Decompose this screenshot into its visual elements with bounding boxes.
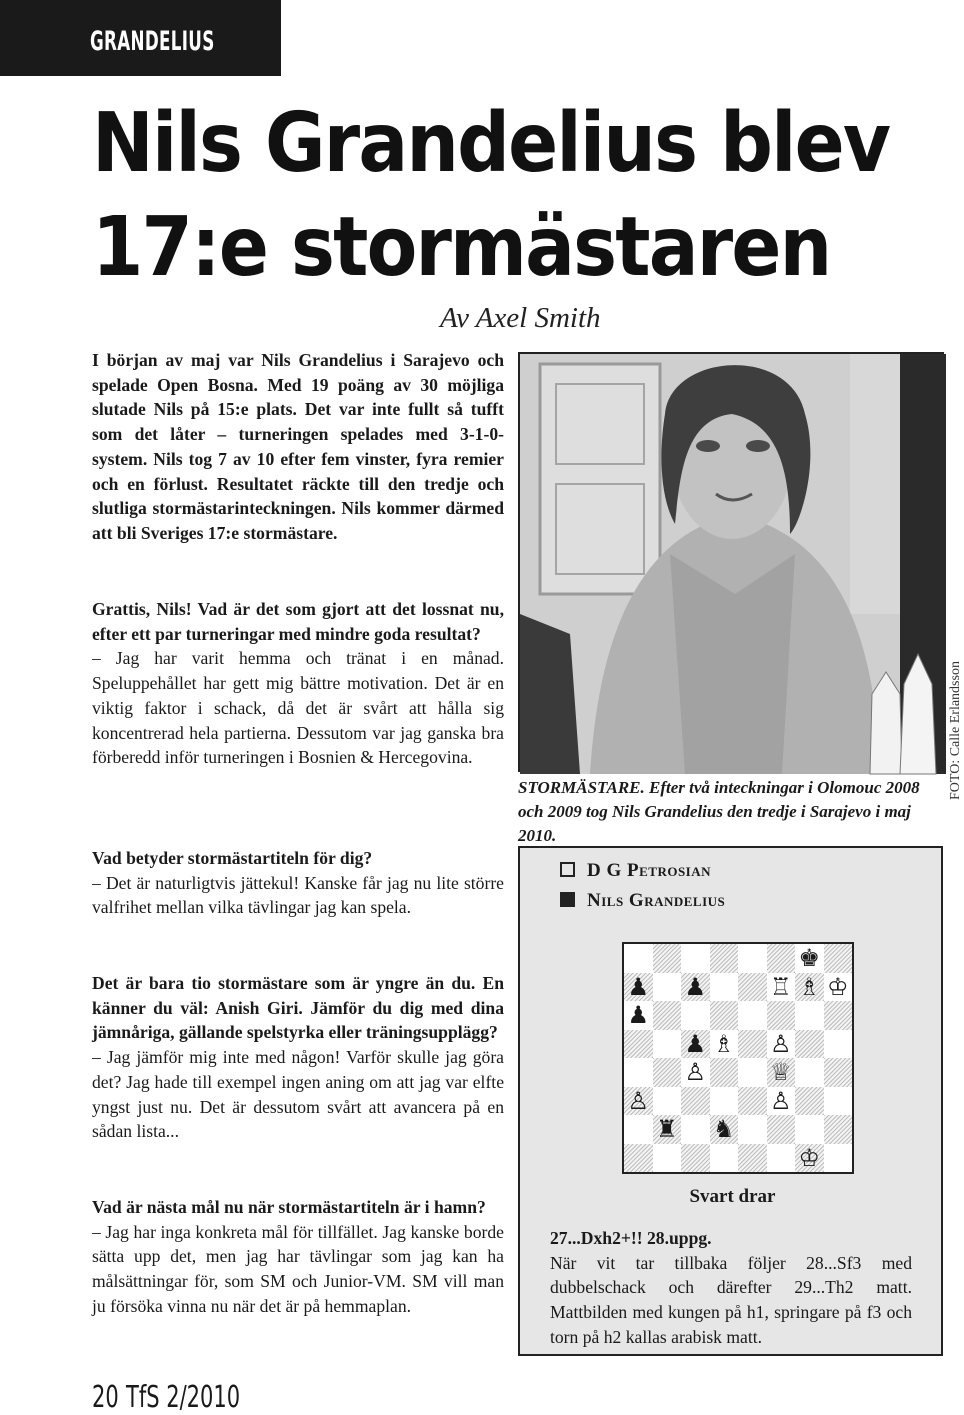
square-a6 bbox=[624, 1001, 653, 1030]
move-line: 27...Dxh2+!! 28.uppg. bbox=[550, 1228, 712, 1248]
black-player-name: Nils Grandelius bbox=[587, 890, 726, 911]
photo-caption: STORMÄSTARE. Efter två inteckningar i Olomouc 2008 och 2009 tog Nils Grandelius den tredje i Sarajevo i maj 2010. bbox=[518, 778, 920, 845]
square-h1 bbox=[824, 1144, 853, 1173]
square-d6 bbox=[710, 1001, 739, 1030]
black-pawn-icon: ♟ bbox=[684, 972, 706, 1001]
white-square-icon bbox=[560, 862, 575, 877]
byline: Av Axel Smith bbox=[440, 302, 601, 334]
black-pawn-icon: ♟ bbox=[684, 1029, 706, 1058]
interview-block-2 bbox=[92, 846, 504, 920]
page-footer bbox=[92, 1380, 289, 1415]
chess-diagram-box bbox=[518, 846, 943, 1356]
headline bbox=[92, 92, 952, 300]
square-g3 bbox=[795, 1087, 824, 1116]
square-f1 bbox=[767, 1144, 796, 1173]
square-d7 bbox=[710, 973, 739, 1002]
player-photo bbox=[518, 352, 944, 772]
question-1: Grattis, Nils! Vad är det som gjort att det lossnat nu, efter ett par turneringar med mindre goda resultat? bbox=[92, 599, 504, 644]
square-f2 bbox=[767, 1115, 796, 1144]
white-pawn-icon: ♙ bbox=[684, 1058, 706, 1087]
interview-block-3 bbox=[92, 971, 504, 1144]
answer-1: – Jag har varit hemma och tränat i en månad. Speluppehållet har gett mig bättre motivation. Det är en viktig faktor i schack, då det är svårt att hålla sig koncentrerad hela partierna. Dessutom var jag ganska bra förberedd inför turneringen i Bosnien & Hercegovina. bbox=[92, 648, 504, 768]
black-square-icon bbox=[560, 892, 575, 907]
square-c2 bbox=[681, 1115, 710, 1144]
square-h5 bbox=[824, 1030, 853, 1059]
white-pawn-icon: ♙ bbox=[769, 1086, 792, 1115]
white-king-icon: ♔ bbox=[826, 972, 849, 1001]
section-tag bbox=[0, 0, 281, 76]
square-e3 bbox=[738, 1087, 767, 1116]
move-analysis: När vit tar tillbaka följer 28...Sf3 med dubbelschack och därefter 29...Th2 matt. Mattbilden med kungen på h1, springare på f3 och torn på h2 kallas arabisk matt. bbox=[550, 1252, 912, 1347]
square-a7 bbox=[624, 973, 653, 1002]
chess-board bbox=[622, 942, 854, 1174]
square-b4 bbox=[653, 1058, 682, 1087]
black-pawn-icon: ♟ bbox=[627, 972, 649, 1001]
answer-2: – Det är naturligtvis jättekul! Kanske får jag nu lite större valfrihet mellan vilka tävlingar jag kan spela. bbox=[92, 872, 504, 918]
square-h6 bbox=[824, 1001, 853, 1030]
square-c4 bbox=[681, 1058, 710, 1087]
black-knight-icon: ♞ bbox=[712, 1115, 735, 1144]
square-f5 bbox=[767, 1030, 796, 1059]
square-d2 bbox=[710, 1115, 739, 1144]
question-3: Det är bara tio stormästare som är yngre än du. En känner du väl: Anish Giri. Jämför du dig med dina jämnåriga, gällande spelstyrka eller träningsupplägg? bbox=[92, 973, 504, 1043]
black-rook-icon: ♜ bbox=[655, 1115, 678, 1144]
black-player bbox=[560, 890, 725, 912]
square-b3 bbox=[653, 1087, 682, 1116]
headline-line-2: 17:e stormästaren bbox=[92, 200, 831, 295]
magazine-issue: TfS 2/2010 bbox=[126, 1380, 241, 1415]
player-photo-illustration bbox=[520, 354, 946, 774]
square-b5 bbox=[653, 1030, 682, 1059]
white-bishop-icon: ♗ bbox=[798, 972, 820, 1001]
square-f7 bbox=[767, 973, 796, 1002]
square-d1 bbox=[710, 1144, 739, 1173]
square-a5 bbox=[624, 1030, 653, 1059]
white-queen-icon: ♕ bbox=[769, 1058, 792, 1087]
square-e7 bbox=[738, 973, 767, 1002]
square-b1 bbox=[653, 1144, 682, 1173]
square-e8 bbox=[738, 944, 767, 973]
white-player-name: D G Petrosian bbox=[587, 860, 712, 881]
square-h2 bbox=[824, 1115, 853, 1144]
square-e1 bbox=[738, 1144, 767, 1173]
square-g6 bbox=[795, 1001, 824, 1030]
square-h3 bbox=[824, 1087, 853, 1116]
lead-text: I början av maj var Nils Grandelius i Sarajevo och spelade Open Bosna. Med 19 poäng av 30 möjliga slutade Nils på 15:e plats. Det var inte fullt så tufft som det låter – turneringen spelades med 3-1-0-system. Nils tog 7 av 10 efter fem vinster, fyra remier och en förlust. Resultatet räckte till den tredje och slutliga stormästarinteckningen. Nils kommer därmed att bli Sveriges 17:e stormästare. bbox=[92, 350, 504, 543]
move-notes bbox=[550, 1226, 912, 1350]
square-f8 bbox=[767, 944, 796, 973]
turn-label: Svart drar bbox=[689, 1186, 776, 1207]
question-2: Vad betyder stormästartiteln för dig? bbox=[92, 848, 373, 868]
square-d5 bbox=[710, 1030, 739, 1059]
square-g1 bbox=[795, 1144, 824, 1173]
square-a8 bbox=[624, 944, 653, 973]
square-g7 bbox=[795, 973, 824, 1002]
square-g5 bbox=[795, 1030, 824, 1059]
photo-credit: FOTO: Calle Erlandsson bbox=[948, 661, 963, 800]
square-b7 bbox=[653, 973, 682, 1002]
square-e5 bbox=[738, 1030, 767, 1059]
square-e6 bbox=[738, 1001, 767, 1030]
interview-block-1 bbox=[92, 597, 504, 770]
square-a2 bbox=[624, 1115, 653, 1144]
answer-3: – Jag jämför mig inte med någon! Varför skulle jag göra det? Jag hade till exempel ingen aning om att jag var elfte yngst just nu. Det är dessutom svårt att avancera på en sådan lista... bbox=[92, 1047, 504, 1142]
interview-block-4 bbox=[92, 1195, 504, 1319]
square-d4 bbox=[710, 1058, 739, 1087]
square-h7 bbox=[824, 973, 853, 1002]
square-g8 bbox=[795, 944, 824, 973]
section-tag-label: GRANDELIUS bbox=[90, 26, 215, 57]
black-king-icon: ♚ bbox=[798, 944, 820, 973]
square-b8 bbox=[653, 944, 682, 973]
square-d8 bbox=[710, 944, 739, 973]
square-a3 bbox=[624, 1087, 653, 1116]
square-c3 bbox=[681, 1087, 710, 1116]
white-rook-icon: ♖ bbox=[769, 972, 792, 1001]
square-b2 bbox=[653, 1115, 682, 1144]
square-b6 bbox=[653, 1001, 682, 1030]
black-pawn-icon: ♟ bbox=[627, 1001, 649, 1030]
page-number: 20 bbox=[92, 1380, 119, 1415]
square-e2 bbox=[738, 1115, 767, 1144]
square-h4 bbox=[824, 1058, 853, 1087]
square-h8 bbox=[824, 944, 853, 973]
answer-4: – Jag har inga konkreta mål för tillfället. Jag kanske borde sätta upp det, men jag har tävlingar som jag kan ha målsättningar för, som SM och Junior-VM. SM vill man ju försöka vinna nu när det är på hemmaplan. bbox=[92, 1221, 504, 1316]
square-c5 bbox=[681, 1030, 710, 1059]
white-pawn-icon: ♙ bbox=[769, 1029, 792, 1058]
white-king-icon: ♔ bbox=[798, 1143, 820, 1172]
square-a1 bbox=[624, 1144, 653, 1173]
square-e4 bbox=[738, 1058, 767, 1087]
square-a4 bbox=[624, 1058, 653, 1087]
square-f6 bbox=[767, 1001, 796, 1030]
white-pawn-icon: ♙ bbox=[627, 1086, 649, 1115]
square-c6 bbox=[681, 1001, 710, 1030]
lead-paragraph bbox=[92, 348, 504, 546]
white-bishop-icon: ♗ bbox=[712, 1029, 735, 1058]
square-c1 bbox=[681, 1144, 710, 1173]
square-c8 bbox=[681, 944, 710, 973]
square-g2 bbox=[795, 1115, 824, 1144]
headline-line-1: Nils Grandelius blev bbox=[92, 96, 890, 191]
square-d3 bbox=[710, 1087, 739, 1116]
square-c7 bbox=[681, 973, 710, 1002]
white-player bbox=[560, 860, 711, 882]
square-f4 bbox=[767, 1058, 796, 1087]
square-f3 bbox=[767, 1087, 796, 1116]
question-4: Vad är nästa mål nu när stormästartiteln är i hamn? bbox=[92, 1197, 486, 1217]
square-g4 bbox=[795, 1058, 824, 1087]
